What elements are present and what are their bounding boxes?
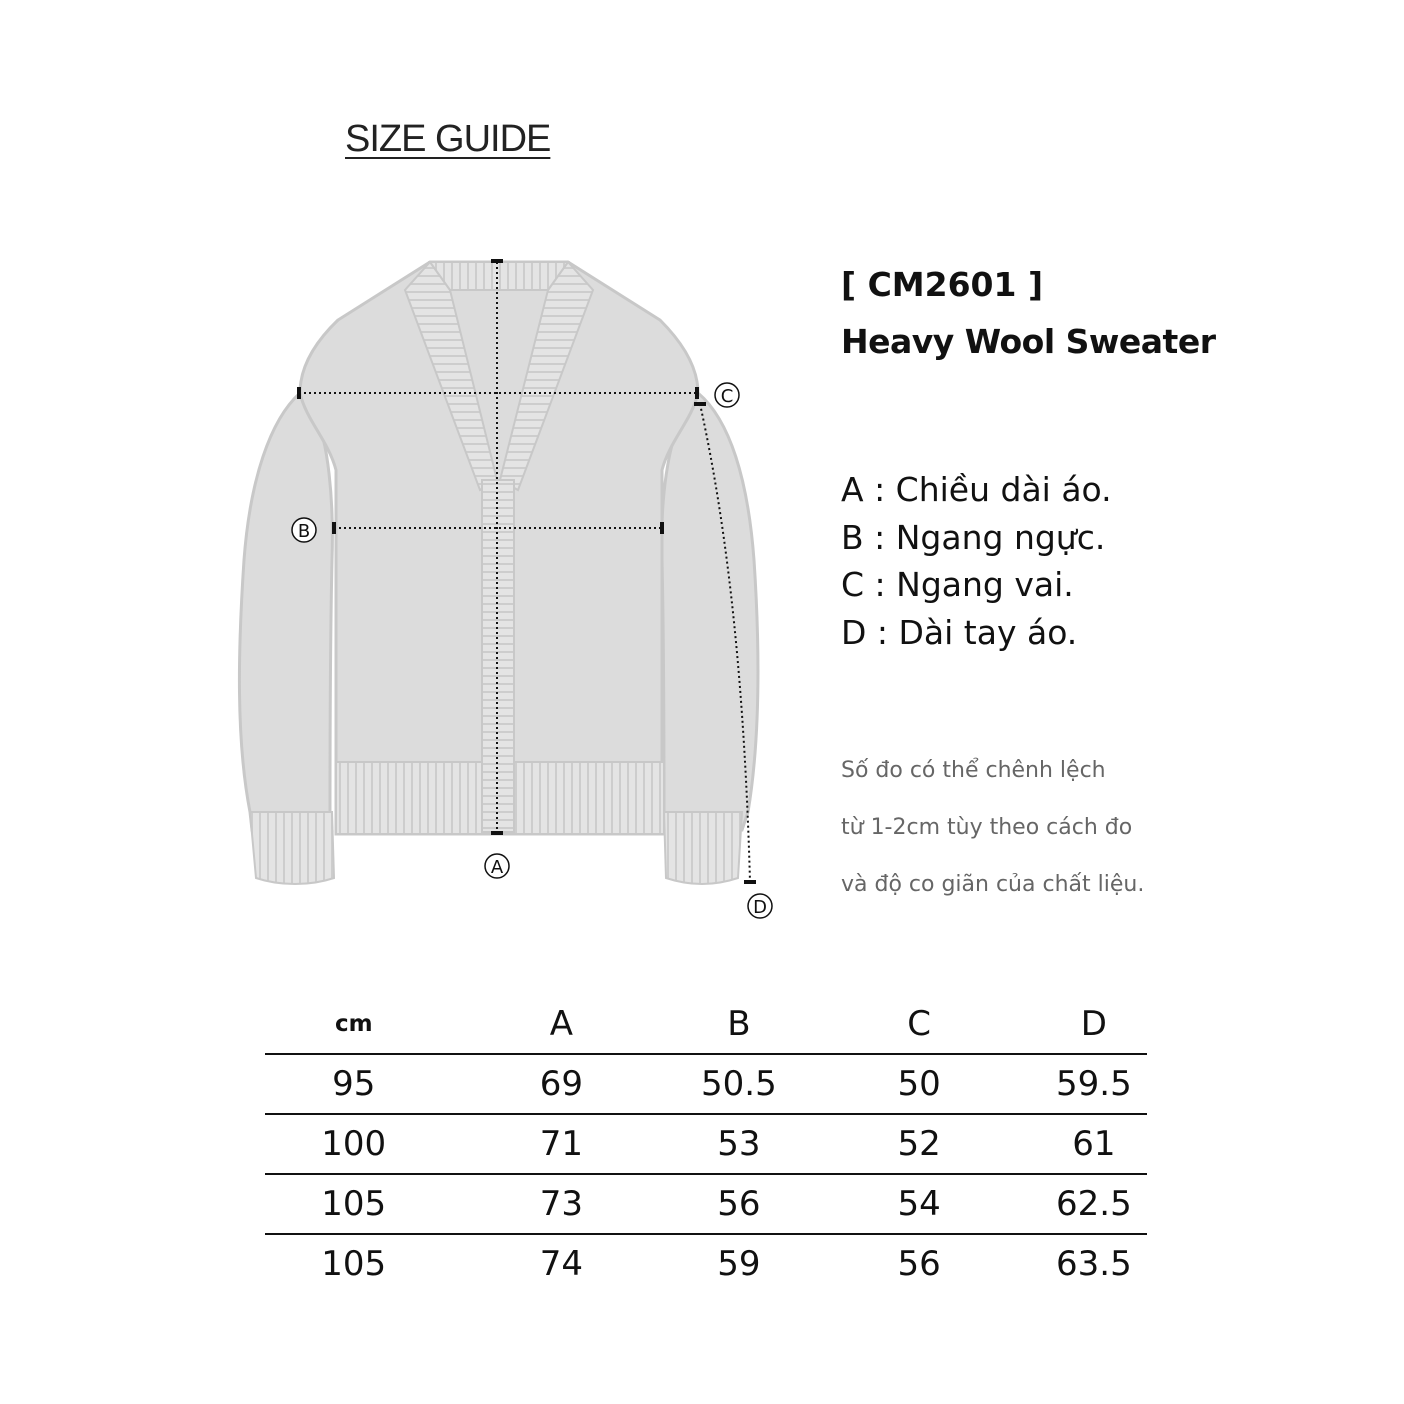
table-cell: 53 xyxy=(680,1114,797,1174)
table-cell: 63.5 xyxy=(1056,1244,1132,1284)
product-info xyxy=(841,265,1215,361)
product-code: [ CM2601 ] xyxy=(841,265,1044,304)
page-title: SIZE GUIDE xyxy=(345,118,551,160)
marker-a xyxy=(485,854,509,878)
table-cell: 105 xyxy=(321,1244,387,1284)
table-cell: 59 xyxy=(717,1244,761,1284)
left-sleeve xyxy=(239,393,332,830)
column-header-c: C xyxy=(797,995,1040,1054)
table-cell: 95 xyxy=(265,1054,442,1114)
table-cell: 105 xyxy=(265,1174,442,1234)
table-cell: 54 xyxy=(797,1174,1040,1234)
table-cell: 50.5 xyxy=(680,1054,797,1114)
marker-b xyxy=(292,518,316,542)
table-cell: 74 xyxy=(539,1244,583,1284)
table-row xyxy=(265,1174,1147,1234)
column-header-d: D xyxy=(1041,995,1147,1054)
hem-left xyxy=(336,762,482,834)
table-cell: 62.5 xyxy=(1041,1174,1147,1234)
table-cell: 61 xyxy=(1041,1114,1147,1174)
measurement-legend xyxy=(841,466,1112,656)
table-row xyxy=(265,1054,1147,1114)
column-header-b: B xyxy=(680,995,797,1054)
note-line: từ 1-2cm tùy theo cách đo xyxy=(841,815,1133,840)
table-cell: 50 xyxy=(797,1054,1040,1114)
table-row xyxy=(265,1114,1147,1174)
column-header-unit: cm xyxy=(265,995,442,1054)
hem-right xyxy=(514,762,664,834)
legend-item-d: D : Dài tay áo. xyxy=(841,612,1078,652)
table-cell: 69 xyxy=(442,1054,680,1114)
svg-text:B: B xyxy=(297,521,311,542)
measurement-note xyxy=(841,742,1144,913)
neck-band xyxy=(430,262,568,290)
table-cell: 56 xyxy=(680,1174,797,1234)
cuff-right xyxy=(664,812,742,884)
legend-item-b: B : Ngang ngực. xyxy=(841,517,1106,557)
product-name: Heavy Wool Sweater xyxy=(841,322,1216,361)
legend-item-a: A : Chiều dài áo. xyxy=(841,470,1112,509)
table-cell: 59.5 xyxy=(1041,1054,1147,1114)
note-line: Số đo có thể chênh lệch xyxy=(841,758,1106,783)
cuff-left xyxy=(250,812,334,884)
svg-text:C: C xyxy=(720,386,734,407)
svg-text:A: A xyxy=(490,857,504,878)
marker-c xyxy=(715,383,739,407)
note-line: và độ co giãn của chất liệu. xyxy=(841,872,1145,897)
table-cell: 52 xyxy=(797,1114,1040,1174)
svg-text:D: D xyxy=(753,897,767,918)
table-cell: 56 xyxy=(897,1244,941,1284)
table-cell: 71 xyxy=(442,1114,680,1174)
marker-d xyxy=(748,894,772,918)
column-header-a: A xyxy=(442,995,680,1054)
table-cell: 100 xyxy=(265,1114,442,1174)
right-sleeve xyxy=(662,393,758,830)
table-header-row xyxy=(265,995,1147,1054)
table-row xyxy=(265,1234,1147,1293)
size-table xyxy=(265,995,1147,1293)
table-cell: 73 xyxy=(442,1174,680,1234)
legend-item-c: C : Ngang vai. xyxy=(841,565,1074,604)
